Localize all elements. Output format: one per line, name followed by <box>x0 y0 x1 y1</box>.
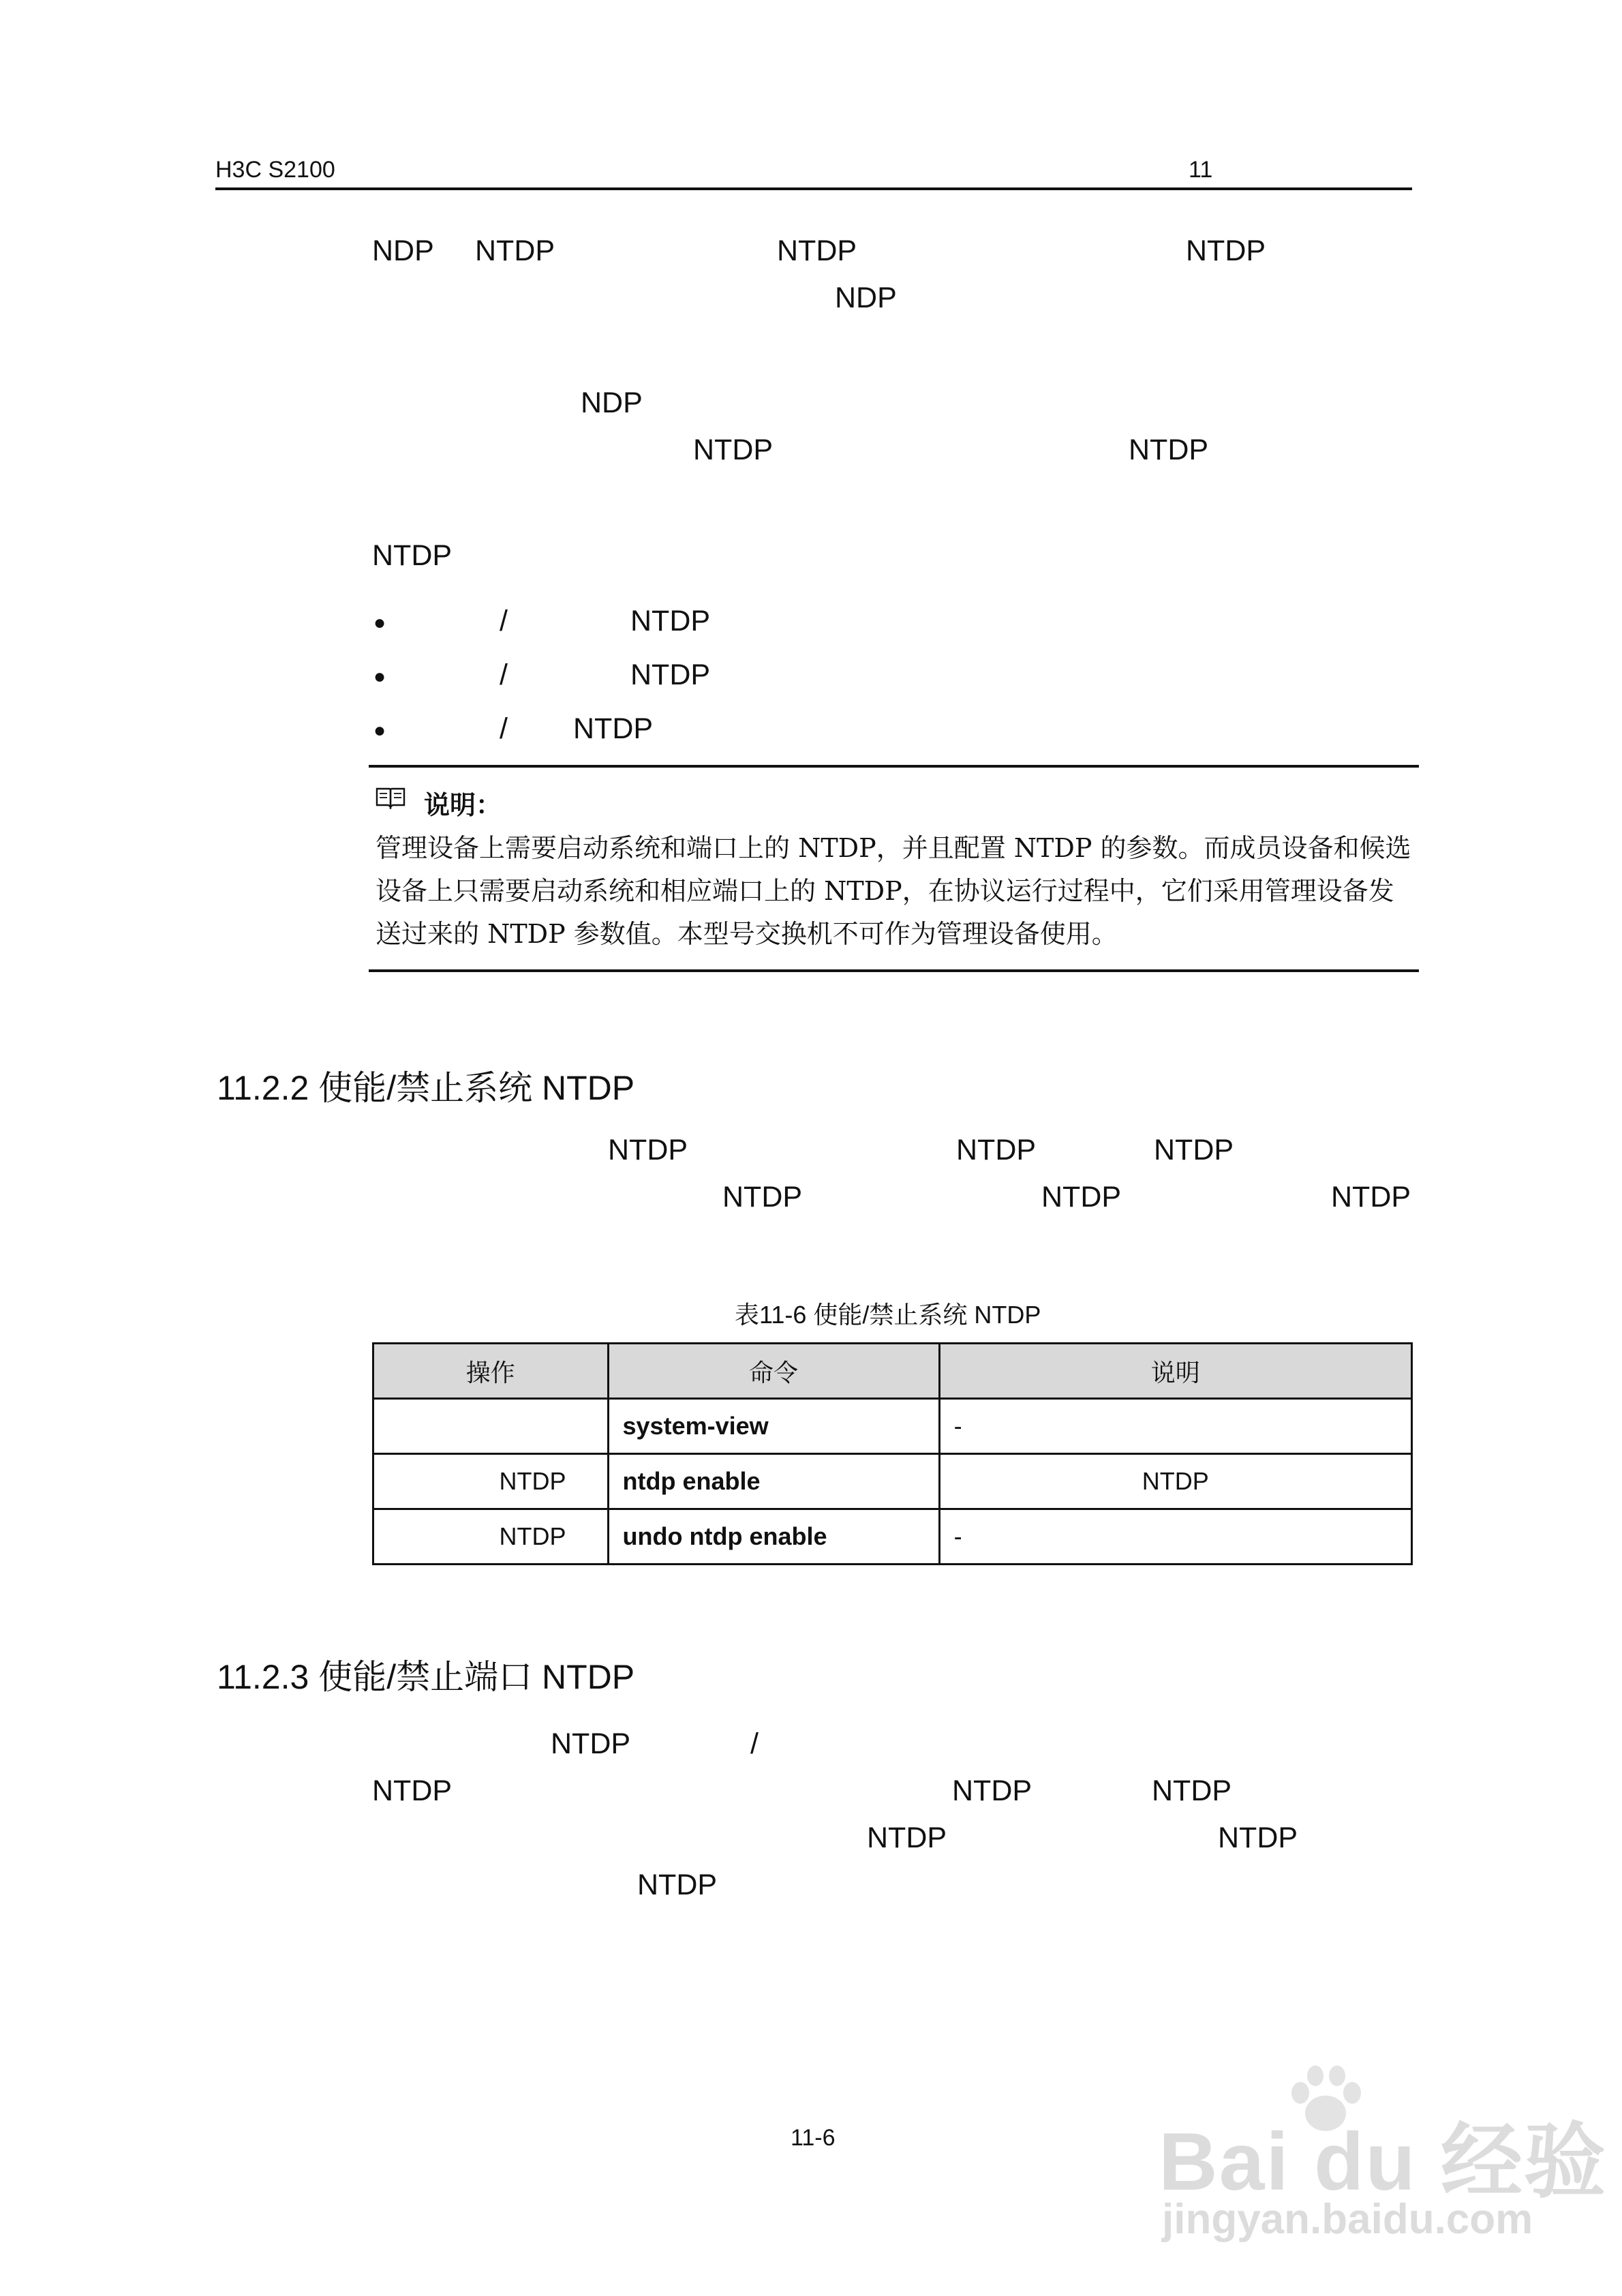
cell-operation <box>373 1399 609 1454</box>
cell-description: - <box>939 1399 1411 1454</box>
table-header-row <box>373 1344 1412 1399</box>
para1-token: NTDP <box>475 235 555 267</box>
cell-description: - <box>939 1509 1411 1565</box>
section1-token: NTDP <box>1154 1134 1234 1166</box>
col-header-operation: 操作 <box>373 1344 609 1399</box>
cell-operation: NTDP <box>373 1509 609 1565</box>
command-table <box>372 1342 1413 1565</box>
para1-token: NDP <box>835 282 897 314</box>
cell-operation: NTDP <box>373 1454 609 1509</box>
section1-token: NTDP <box>956 1134 1037 1166</box>
table-caption: 表11-6 使能/禁止系统 NTDP <box>735 1301 1041 1329</box>
page-number: 11-6 <box>791 2125 836 2151</box>
section2-token: / <box>750 1727 759 1760</box>
cell-command: undo ntdp enable <box>608 1509 939 1565</box>
section2-token: NTDP <box>637 1869 718 1901</box>
bullet-text: NTDP <box>630 659 711 691</box>
cell-description: NTDP <box>939 1454 1411 1509</box>
bullet-dot: ● <box>373 611 386 634</box>
section2-token: NTDP <box>867 1822 947 1854</box>
para2-token: NTDP <box>693 434 774 466</box>
para2-token: NDP <box>581 387 643 419</box>
bullet-slash: / <box>500 712 508 745</box>
section1-token: NTDP <box>722 1181 803 1213</box>
col-header-description: 说明 <box>939 1344 1411 1399</box>
book-icon <box>376 786 406 809</box>
col-header-command: 命令 <box>608 1344 939 1399</box>
bullet-dot: ● <box>373 665 386 688</box>
header-rule <box>215 187 1412 190</box>
header-title: H3C S2100 <box>215 157 335 183</box>
para2-token: NTDP <box>1129 434 1209 466</box>
section2-token: NTDP <box>1218 1822 1298 1854</box>
para1-token: NTDP <box>777 235 857 267</box>
table-row <box>373 1399 1412 1454</box>
watermark-logo: Bai du 经验 <box>1159 2116 1608 2207</box>
bullet-slash: / <box>500 605 508 637</box>
para1-token: NDP <box>372 235 434 267</box>
section1-token: NTDP <box>608 1134 688 1166</box>
header-chapter: 11 <box>1189 157 1213 183</box>
table-row <box>373 1454 1412 1509</box>
para3-label: NTDP <box>372 539 453 572</box>
bullet-text: NTDP <box>573 712 654 745</box>
section2-token: NTDP <box>1152 1774 1232 1807</box>
section2-token: NTDP <box>551 1727 631 1760</box>
cell-command: system-view <box>608 1399 939 1454</box>
section-heading: 11.2.3 使能/禁止端口 NTDP <box>217 1658 635 1696</box>
bullet-slash: / <box>500 659 508 691</box>
section2-token: NTDP <box>952 1774 1032 1807</box>
section2-token: NTDP <box>372 1774 453 1807</box>
bullet-dot: ● <box>373 719 386 742</box>
table-row <box>373 1509 1412 1565</box>
note-top-rule <box>369 765 1419 768</box>
note-title: 说明： <box>424 789 502 820</box>
section-heading: 11.2.2 使能/禁止系统 NTDP <box>217 1069 635 1107</box>
watermark-url: jingyan.baidu.com <box>1162 2196 1533 2243</box>
para1-token: NTDP <box>1186 235 1266 267</box>
bullet-text: NTDP <box>630 605 711 637</box>
section1-token: NTDP <box>1331 1181 1411 1213</box>
cell-command: ntdp enable <box>608 1454 939 1509</box>
note-body: 管理设备上需要启动系统和端口上的 NTDP，并且配置 NTDP 的参数。而成员设备和候选设备上只需要启动系统和相应端口上的 NTDP，在协议运行过程中，它们采用管理设备发送过来的 NTDP 参数值。本型号交换机不可作为管理设备使用。 <box>376 833 1411 949</box>
note-bottom-rule <box>369 969 1419 972</box>
section1-token: NTDP <box>1041 1181 1122 1213</box>
